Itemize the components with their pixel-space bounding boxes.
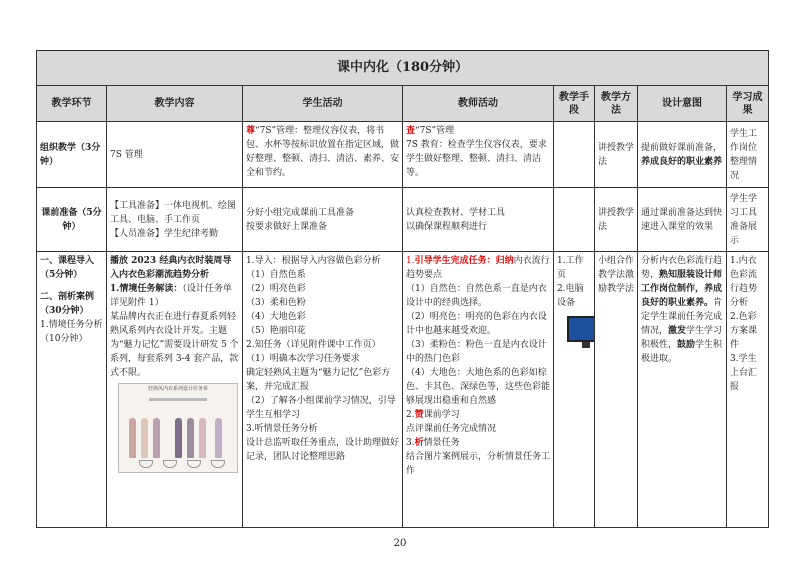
- row3-stage-c: 1.情境任务分析（10分钟）: [40, 320, 103, 344]
- row2-student: 分好小组完成课前工具准备 按要求做好上课准备: [243, 188, 403, 252]
- row3-intent-bold: 熟知服装设计师工作岗位制作，养成良好的职业素养。: [641, 270, 723, 308]
- row1-content: 7S 管理: [107, 122, 243, 188]
- row3-intent-4: 学生积极进取。: [641, 340, 723, 364]
- row2-means: [554, 188, 595, 252]
- model-figure: [141, 418, 148, 458]
- teacher-step2-num: 2.: [406, 410, 415, 420]
- header-teacher: 教师活动: [403, 86, 554, 122]
- lesson-table: [36, 50, 769, 528]
- row1-teacher-text: “7S”管理 7S 教育：检查学生仪容仪表，要求学生做好整理、整顿、清扫、清洁等。: [406, 126, 547, 178]
- row3-student: 1.导入：根据导入内容做色彩分析 （1）自然色系 （2）明亮色彩 （3）柔和色粉 （4）大地色彩 （5）艳丽印花 2.知任务（详见附件课中工作页） （1）明确本次学习任务要求 确定轻熟风主题为“魅力记忆”色彩方案，并完成汇报 （2）了解各小组课前学习情况，引导学生互相学习 3.听情景任务分析 设计总监听取任务重点，设计助理做好记录，团队讨论整理思路: [243, 252, 403, 528]
- row2-stage: 课前准备（5分钟）: [37, 188, 107, 252]
- teacher-step3-text: 情景任务 结合图片案例展示，分析情景任务工作: [406, 438, 551, 476]
- row3-intent-3: 学生学习积极性，: [641, 326, 723, 350]
- row1-stage: 组织教学（3分钟）: [37, 122, 107, 188]
- row3-task-note: （设计任务单详见附件 1）: [110, 284, 232, 308]
- header-outcome: 学习成果: [727, 86, 769, 122]
- row1-student: [243, 122, 403, 188]
- row3-stage-a: 一、课程导入（5分钟）: [40, 256, 95, 280]
- model-figure: [175, 418, 182, 458]
- header-content: 教学内容: [107, 86, 243, 122]
- row1-outcome: 学生工作岗位整理情况: [727, 122, 769, 188]
- teacher-step3-red: 析: [414, 438, 424, 448]
- teacher-step1-red: 引导学生完成任务：: [414, 256, 496, 266]
- row3-content-title: 播放 2023 经典内衣时装周导入内衣色彩潮流趋势分析: [110, 256, 232, 280]
- header-stage: 教学环节: [37, 86, 107, 122]
- row3-teacher: [403, 252, 554, 528]
- swatch-icon: [163, 460, 177, 468]
- header-means: 教学手段: [554, 86, 595, 122]
- model-figure: [187, 418, 194, 458]
- row2-intent: 通过课前准备达到快速进入课堂的效果: [638, 188, 727, 252]
- row3-intent-2: 肯定学生课前任务完成情况，: [641, 298, 723, 336]
- header-method: 教学方法: [595, 86, 638, 122]
- model-figure: [199, 418, 206, 458]
- teacher-step3-num: 3.: [406, 438, 415, 448]
- row3-intent: [638, 252, 727, 528]
- header-student: 学生活动: [243, 86, 403, 122]
- teacher-step1-text: 内衣流行趋势要点: [406, 256, 550, 280]
- page-number: 20: [393, 538, 407, 549]
- row3-intent-b3: 鼓励: [677, 340, 696, 350]
- row1-teacher-red: 查: [406, 126, 416, 136]
- task-sheet-thumbnail: [118, 383, 238, 473]
- row3-content-body: 某品牌内衣正在进行春夏系列轻熟风系列内衣设计开发。主题为“魅力记忆”需要设计研发 5 个系列，每套系列 3-4 套产品，款式不限。: [110, 312, 239, 378]
- row3-content: [107, 252, 243, 528]
- header-intent: 设计意图: [638, 86, 727, 122]
- row1-intent: [638, 122, 727, 188]
- model-figure: [129, 418, 136, 458]
- row1-student-text: “7S”管理：整理仪容仪表，将书包、水杯等按标识放置在指定区域，做好整理、整顿、清扫、清洁、素养、安全和节约。: [246, 126, 400, 178]
- model-figure: [215, 418, 222, 458]
- row1-method: 讲授教学法: [595, 122, 638, 188]
- swatch-icon: [139, 460, 153, 468]
- row1-intent-text: 提前做好课前准备，: [641, 142, 723, 153]
- row3-intent-b2: 激发: [668, 326, 687, 336]
- teacher-step1-num: 1.: [406, 256, 415, 266]
- teacher-step1-body: （1）自然色：自然色系一直是内衣设计中的经典选择。 （2）明亮色：明亮的色彩在内衣设计中也越来越受欢迎。 （3）柔粉色：粉色一直是内衣设计中的热门色彩 （4）大地色：大地色系的色彩如棕色、卡其色、深绿色等，这些色彩能够展现出稳重和自然感: [406, 284, 551, 406]
- thumbnail-subheader: [149, 398, 207, 401]
- teacher-step1-red2: 归纳: [495, 256, 514, 266]
- model-figure: [153, 418, 160, 458]
- row3-method: 小组合作教学法激励教学法: [595, 252, 638, 528]
- row1-student-red: 尊: [246, 126, 256, 136]
- row3-stage-b: 二、剖析案例（30分钟）: [40, 292, 95, 316]
- row3-outcome: 1.内衣色彩流行趋势分析 2.色彩方案课件 3.学生上台汇报: [727, 252, 769, 528]
- row1-teacher: [403, 122, 554, 188]
- row1-intent-bold: 养成良好的职业素养: [641, 156, 723, 167]
- row3-stage: [37, 252, 107, 528]
- monitor-icon: [567, 316, 595, 342]
- row3-task-label: 1.情境任务解读：: [110, 284, 183, 294]
- teacher-step2-red: 赞: [414, 410, 424, 420]
- row3-means: [554, 252, 595, 528]
- row1-means: [554, 122, 595, 188]
- row2-outcome: 学生学习工具准备展示: [727, 188, 769, 252]
- swatch-icon: [211, 460, 225, 468]
- row2-content: 【工具准备】一体电视机、绘图工具、电脑、手工作页 【人员准备】学生纪律考勤: [107, 188, 243, 252]
- row3-means-text: 1.工作页 2.电脑设备: [557, 256, 584, 308]
- table-title: 课中内化（180分钟）: [37, 51, 769, 86]
- row3-intent-1: 分析内衣色彩流行趋势，: [641, 256, 723, 280]
- thumbnail-caption: 轻熟风内衣系列设计任务单: [147, 386, 208, 392]
- teacher-step2-text: 课前学习 点评课前任务完成情况: [406, 410, 497, 434]
- row2-method: 讲授教学法: [595, 188, 638, 252]
- row2-teacher: 认真检查教材、学材工具 以确保课程顺利进行: [403, 188, 554, 252]
- swatch-icon: [187, 460, 201, 468]
